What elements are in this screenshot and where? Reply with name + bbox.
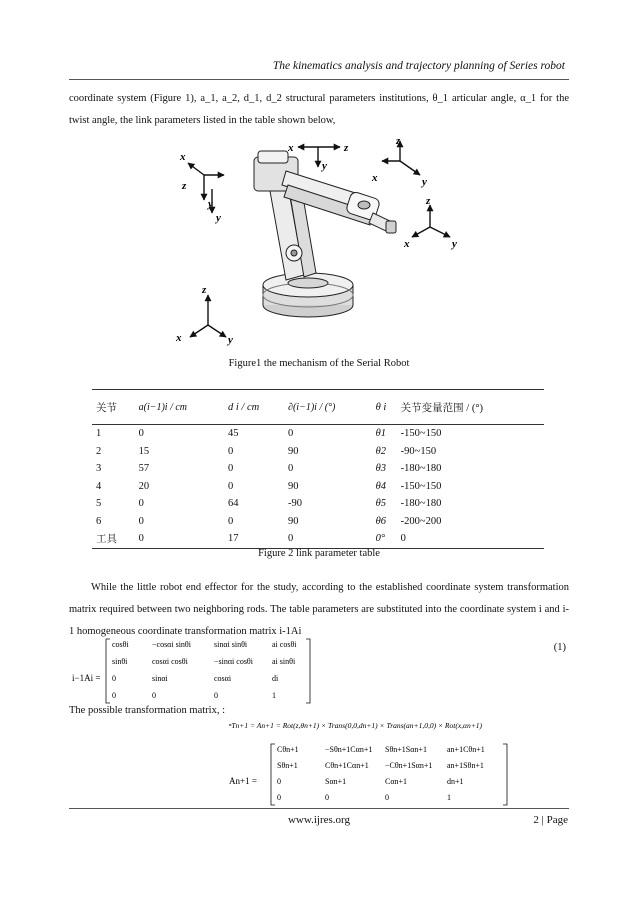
matrix-cell: 0	[277, 793, 281, 802]
col-header-a: a(i−1)i / cm	[135, 390, 224, 425]
table-cell: 0	[228, 463, 234, 475]
table-cell: θ2	[375, 445, 387, 457]
table-cell: 0	[228, 480, 234, 492]
table-cell: 0	[135, 530, 224, 548]
paragraph-transformation: While the little robot end effector for the study, according to the established coordinate system transformation matrix required between two neighboring rods. The table parameters are substituted into the coordinate system i and i-1 homogeneous coordinate transformation matrix i-1Ai	[69, 582, 569, 637]
matrix-cell: cosαi	[214, 674, 232, 683]
ml-y-label: y	[216, 212, 221, 224]
table-row	[92, 530, 544, 548]
robot-mechanism-figure	[168, 135, 468, 350]
top-y-label: y	[322, 160, 327, 172]
table-cell: 0	[397, 530, 544, 548]
matrix-cell: −cosαi sinθi	[152, 640, 191, 649]
matrix-cell: an+1Sθn+1	[447, 761, 484, 770]
matrix-lhs: An+1 =	[229, 776, 257, 786]
matrix-cell: 0	[112, 674, 116, 683]
matrix-cell: sinαi sinθi	[214, 640, 248, 649]
top-z-label: z	[344, 142, 349, 154]
matrix-cell: 0	[112, 691, 116, 700]
paragraph-possible-matrix: The possible transformation matrix, :	[69, 705, 226, 716]
table-cell: θ3	[375, 463, 387, 475]
table-cell: 57	[138, 463, 150, 475]
table-cell: 0°	[372, 530, 397, 548]
ul-x-label: x	[180, 151, 186, 163]
matrix-cell: −Sθn+1Cαn+1	[325, 745, 373, 754]
table-row	[92, 425, 544, 443]
table-cell: 0	[288, 463, 294, 475]
table-cell: 64	[228, 498, 239, 510]
table-row	[92, 513, 544, 531]
col-header-theta: θ i	[372, 390, 397, 425]
right-coordinate-frame-1	[382, 141, 420, 175]
matrix-cell: di	[272, 674, 279, 683]
table-cell: 5	[96, 498, 102, 510]
matrix-right-bracket	[306, 639, 310, 703]
matrix-cell: Cαn+1	[385, 777, 408, 786]
col-header-joint: 关节	[92, 390, 135, 425]
equation-2-matrix	[225, 718, 525, 818]
matrix-cell: ai cosθi	[272, 640, 297, 649]
table-cell: -200~200	[400, 515, 442, 527]
matrix-cell: 0	[277, 777, 281, 786]
r2-z-label: z	[426, 195, 431, 207]
matrix-cell: 0	[214, 691, 218, 700]
matrix-cell: Sαn+1	[325, 777, 347, 786]
table-cell: θ5	[375, 498, 387, 510]
matrix-cell: cosαi cosθi	[152, 657, 188, 666]
table-cell: 2	[96, 445, 102, 457]
matrix-cell: Sθn+1	[277, 761, 298, 770]
table-cell: 工具	[92, 530, 135, 548]
matrix-cell: −sinαi cosθi	[214, 657, 253, 666]
table-header-row	[92, 390, 544, 425]
matrix-cell: Cθn+1Cαn+1	[325, 761, 369, 770]
table-cell: 0	[138, 428, 144, 440]
base-y-label: y	[228, 334, 233, 346]
col-header-range: 关节变量范围 / (°)	[397, 390, 544, 425]
running-header: The kinematics analysis and trajectory planning of Series robot	[272, 60, 565, 72]
table-cell: θ6	[375, 515, 387, 527]
table-cell: -150~150	[400, 480, 442, 492]
table-cell: θ4	[375, 480, 387, 492]
matrix-right-bracket	[503, 744, 507, 805]
r2-y-label: y	[452, 238, 457, 250]
matrix-cell: sinαi	[152, 674, 168, 683]
table-cell: 15	[138, 445, 150, 457]
table-body	[92, 425, 544, 549]
table-row	[92, 443, 544, 461]
top-coordinate-frame	[298, 147, 340, 167]
table-cell: θ1	[375, 428, 387, 440]
figure-2-caption: Figure 2 link parameter table	[258, 548, 380, 559]
matrix-cell: an+1Cθn+1	[447, 745, 485, 754]
matrix-cell: 0	[152, 691, 156, 700]
matrix-cell: 0	[385, 793, 389, 802]
matrix-cell: 0	[325, 793, 329, 802]
link-parameter-table	[92, 389, 544, 549]
table-cell: 0	[288, 428, 294, 440]
table-cell: 6	[96, 515, 102, 527]
base-z-label: z	[202, 284, 207, 296]
matrix-cell: dn+1	[447, 777, 464, 786]
table-cell: -180~180	[400, 463, 442, 475]
r1-x-label: x	[372, 172, 378, 184]
footer-site: www.ijres.org	[287, 814, 351, 826]
matrix-left-bracket	[106, 639, 110, 703]
table-row	[92, 478, 544, 496]
robot-base	[263, 273, 353, 317]
table-cell: -90	[288, 498, 303, 510]
upper-left-coordinate-frame	[188, 163, 224, 200]
footer-rule	[69, 808, 569, 809]
equation-1-matrix	[72, 633, 312, 705]
table-cell: 0	[138, 498, 144, 510]
table-cell: -150~150	[400, 428, 442, 440]
table-cell: 0	[228, 515, 234, 527]
intro-paragraph: coordinate system (Figure 1), a_1, a_2, d_1, d_2 structural parameters institutions, θ_1 articular angle, α_1 for the twist angle, the link parameters listed in the table shown below,	[69, 93, 569, 126]
r2-x-label: x	[404, 238, 410, 250]
matrix-cell: 1	[447, 793, 451, 802]
matrix-cell: Cθn+1	[277, 745, 299, 754]
ul-y-label: y	[208, 198, 213, 210]
footer-page-number: 2 | Page	[533, 814, 568, 826]
table-cell: 0	[228, 445, 234, 457]
matrix-cell: Sθn+1Sαn+1	[385, 745, 427, 754]
table-row	[92, 460, 544, 478]
top-x-label: x	[288, 142, 294, 154]
matrix-cell: −Cθn+1Sαn+1	[385, 761, 433, 770]
table-cell: 20	[138, 480, 150, 492]
table-cell: 17	[224, 530, 284, 548]
header-rule	[69, 79, 569, 80]
matrix-left-bracket	[271, 744, 275, 805]
matrix-cell: sinθi	[112, 657, 128, 666]
table-cell: 4	[96, 480, 102, 492]
table-cell: -180~180	[400, 498, 442, 510]
base-x-label: x	[176, 332, 182, 344]
robot-end-effector	[369, 213, 396, 233]
table-cell: 0	[138, 515, 144, 527]
table-cell: 3	[96, 463, 102, 475]
table-cell: 0	[284, 530, 372, 548]
table-cell: 90	[288, 445, 299, 457]
matrix-cell: ai sinθi	[272, 657, 296, 666]
table-cell: 1	[96, 428, 102, 440]
matrix-cell: 1	[272, 691, 276, 700]
equation-1-number: (1)	[553, 642, 566, 653]
ul-z-label: z	[182, 180, 187, 192]
right-coordinate-frame-2	[412, 205, 450, 237]
col-header-alpha: ∂(i−1)i / (°)	[284, 390, 372, 425]
base-coordinate-frame	[190, 295, 226, 337]
table-cell: 90	[288, 480, 299, 492]
r1-z-label: z	[396, 135, 401, 147]
r1-y-label: y	[422, 176, 427, 188]
table-cell: -90~150	[400, 445, 437, 457]
col-header-d: d i / cm	[224, 390, 284, 425]
equation-2-definition: ⁿTn+1 = An+1 = Rot(z,θn+1) × Trans(0,0,dn+1) × Trans(an+1,0,0) × Rot(x,αn+1)	[229, 721, 483, 730]
matrix-lhs: i−1Ai =	[72, 673, 101, 683]
matrix-cell: cosθi	[112, 640, 129, 649]
table-row	[92, 495, 544, 513]
table-cell: 45	[228, 428, 239, 440]
table-cell: 90	[288, 515, 299, 527]
figure-1-caption: Figure1 the mechanism of the Serial Robot	[228, 358, 410, 369]
